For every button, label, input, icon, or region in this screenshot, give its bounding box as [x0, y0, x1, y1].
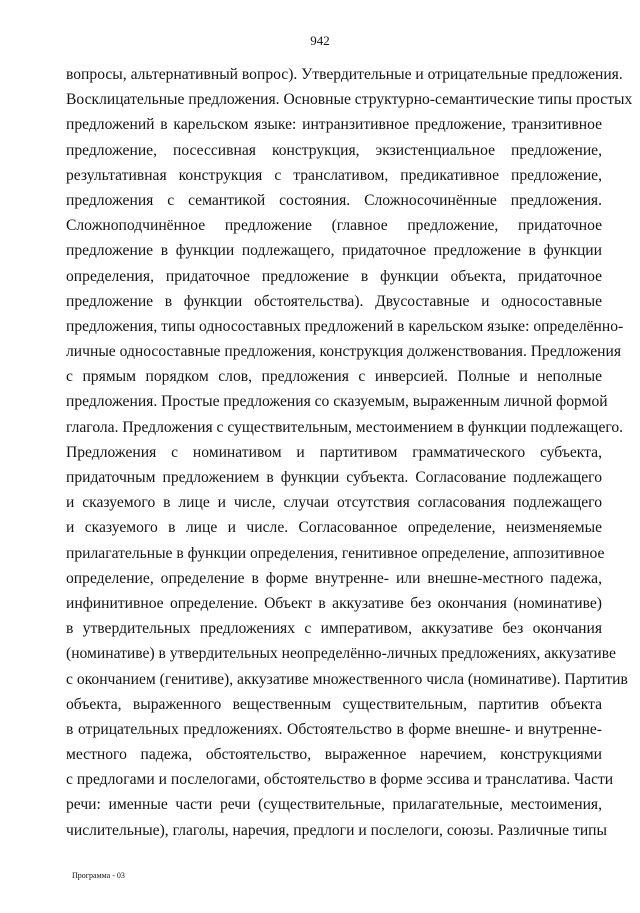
text-line: с прямым порядком слов, предложения с инверсией. Полные и неполные: [66, 368, 602, 386]
text-line: предложений в карельском языке: интранзитивное предложение, транзитивное: [66, 116, 602, 134]
text-line: Сложноподчинённое предложение (главное предложение, придаточное: [66, 217, 602, 235]
text-line: числительные), глаголы, наречия, предлоги и послелоги, союзы. Различные типы: [66, 821, 607, 839]
text-line: личные односоставные предложения, конструкция долженствования. Предложения: [66, 343, 622, 361]
text-line: предложения. Простые предложения со сказуемым, выраженным личной формой: [66, 393, 608, 411]
text-line: результативная конструкция с транслативом, предикативное предложение,: [66, 166, 602, 184]
text-line: (номинативе) в утвердительных неопределённо-личных предложениях, аккузативе: [66, 645, 616, 663]
text-line: предложения, типы односоставных предложений в карельском языке: определённо-: [66, 317, 624, 335]
body-text: [66, 62, 633, 843]
text-line: предложения с семантикой состояния. Сложносочинённые предложения.: [66, 191, 602, 209]
text-line: и сказуемого в лице и числе. Согласованное определение, неизменяемые: [66, 519, 602, 537]
text-line: прилагательные в функции определения, генитивное определение, аппозитивное: [66, 544, 605, 562]
footer-label: Программа - 03: [72, 871, 125, 880]
text-line: с окончанием (генитиве), аккузативе множественного числа (номинативе). Партитив: [66, 670, 628, 688]
text-line: придаточным предложением в функции субъекта. Согласование подлежащего: [66, 469, 602, 486]
text-line: местного падежа, обстоятельство, выраженное наречием, конструкциями: [66, 746, 602, 764]
page-number: 942: [310, 33, 330, 48]
text-line: предложение в функции обстоятельства). Двусоставные и односоставные: [66, 292, 602, 310]
text-line: предложение в функции подлежащего, придаточное предложение в функции: [66, 242, 602, 260]
text-line: Восклицательные предложения. Основные структурно-семантические типы простых: [66, 91, 633, 109]
text-line: объекта, выраженного вещественным существительным, партитив объекта: [66, 695, 602, 713]
text-line: Предложения с номинативом и партитивом грамматического субъекта,: [66, 443, 602, 461]
text-line: с предлогами и послелогами, обстоятельство в форме эссива и транслатива. Части: [66, 771, 614, 789]
text-line: в отрицательных предложениях. Обстоятельство в форме внешне- и внутренне-: [66, 720, 602, 738]
text-line: предложение, посессивная конструкция, экзистенциальное предложение,: [66, 141, 602, 159]
text-line: и сказуемого в лице и числе, случаи отсутствия согласования подлежащего: [66, 494, 602, 512]
text-line: определение, определение в форме внутренне- или внешне-местного падежа,: [66, 569, 602, 587]
text-line: в утвердительных предложениях с императивом, аккузативе без окончания: [66, 620, 602, 638]
text-line: инфинитивное определение. Объект в аккузативе без окончания (номинативе): [66, 594, 602, 612]
text-line: глагола. Предложения с существительным, местоимением в функции подлежащего.: [66, 418, 624, 436]
text-line: речи: именные части речи (существительные, прилагательные, местоимения,: [66, 796, 602, 814]
text-line: вопросы, альтернативный вопрос). Утвердительные и отрицательные предложения.: [66, 66, 623, 83]
text-line: определения, придаточное предложение в функции объекта, придаточное: [66, 267, 602, 285]
